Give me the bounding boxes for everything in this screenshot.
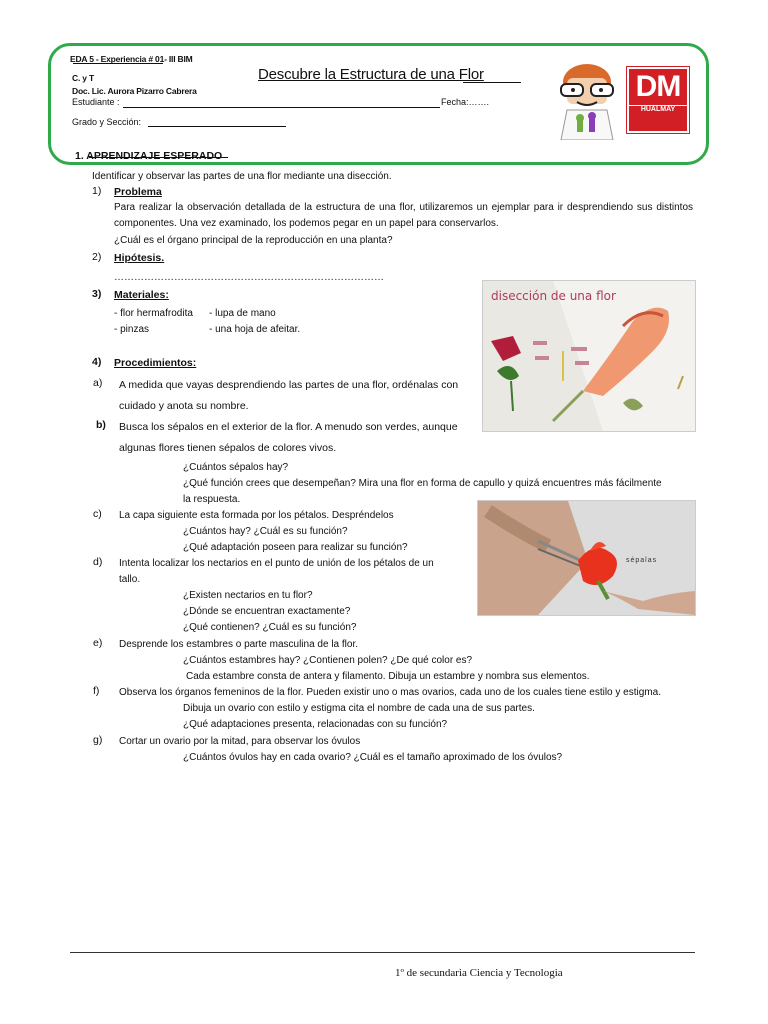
- problema-heading: Problema: [114, 186, 162, 198]
- problema-question: ¿Cuál es el órgano principal de la reproducción en una planta?: [114, 235, 393, 246]
- hipotesis-heading: Hipótesis.: [114, 252, 165, 264]
- step-letter: a): [93, 377, 103, 389]
- item-number: 1): [92, 185, 102, 197]
- page-title: Descubre la Estructura de una Flor: [258, 66, 484, 83]
- step-text: Observa los órganos femeninos de la flor. Pueden existir uno o mas ovarios, cada uno de los cuales tiene estilo y estigma.: [119, 687, 661, 698]
- material-item: - una hoja de afeitar.: [209, 324, 301, 335]
- step-question: ¿Qué función crees que desempeñan? Mira una flor en forma de capullo y quizá encuentres más fácilmente: [183, 478, 662, 489]
- hipotesis-answer-line[interactable]: ………………………………………………………………………: [114, 272, 384, 283]
- step-letter: f): [93, 685, 100, 697]
- step-question: Cada estambre consta de antera y filamento. Dibuja un estambre y nombra sus elementos.: [186, 671, 590, 682]
- material-item: - pinzas: [114, 324, 150, 335]
- step-question: ¿Qué adaptación poseen para realizar su función?: [183, 542, 408, 553]
- footer-divider: [70, 952, 695, 953]
- step-text: La capa siguiente esta formada por los pétalos. Despréndelos: [119, 510, 394, 521]
- step-question: la respuesta.: [183, 494, 241, 505]
- step-text: cuidado y anota su nombre.: [119, 400, 249, 412]
- course-label: C. y T: [72, 73, 94, 83]
- procedimientos-heading: Procedimientos:: [114, 357, 197, 369]
- photo-label: sépalas: [626, 557, 658, 564]
- step-letter: d): [93, 556, 103, 568]
- item-number: 2): [92, 251, 102, 263]
- logo-text: DM: [635, 70, 681, 103]
- scientist-mascot-image: [549, 60, 625, 140]
- grade-label: Grado y Sección:: [72, 117, 142, 127]
- school-logo: [627, 67, 689, 133]
- student-field[interactable]: [123, 107, 440, 108]
- step-letter: e): [93, 637, 103, 649]
- step-text: tallo.: [119, 574, 141, 585]
- date-label: Fecha:…….: [441, 97, 490, 107]
- student-label: Estudiante :: [72, 97, 120, 107]
- step-question: Dibuja un ovario con estilo y estigma cita el nombre de cada una de sus partes.: [183, 703, 535, 714]
- dissection-photo: [482, 280, 696, 432]
- grade-field[interactable]: [148, 126, 286, 127]
- step-question: ¿Cuántos estambres hay? ¿Contienen polen? ¿De qué color es?: [183, 655, 473, 666]
- step-text: Cortar un ovario por la mitad, para observar los óvulos: [119, 736, 361, 747]
- step-question: ¿Dónde se encuentran exactamente?: [183, 606, 351, 617]
- eda-label: EDA 5 - Experiencia # 01- III BIM: [70, 54, 193, 64]
- step-text: algunas flores tienen sépalos de colores vivos.: [119, 442, 337, 454]
- eda-underline: [73, 63, 163, 64]
- step-question: ¿Cuántos sépalos hay?: [183, 462, 289, 473]
- title-underline: [463, 82, 521, 83]
- step-text: Desprende los estambres o parte masculina de la flor.: [119, 639, 359, 650]
- step-question: ¿Cuántos óvulos hay en cada ovario? ¿Cuál es el tamaño aproximado de los óvulos?: [183, 752, 563, 763]
- item-number: 4): [92, 356, 102, 368]
- step-question: ¿Existen nectarios en tu flor?: [183, 590, 313, 601]
- step-letter: g): [93, 734, 103, 746]
- photo-caption: disección de una flor: [491, 289, 616, 303]
- step-text: Busca los sépalos en el exterior de la flor. A menudo son verdes, aunque: [119, 421, 458, 433]
- footer-text: 1º de secundaria Ciencia y Tecnologia: [395, 967, 563, 979]
- sepals-photo: [477, 500, 696, 616]
- material-item: - flor hermafrodita: [114, 308, 193, 319]
- step-text: A medida que vayas desprendiendo las partes de una flor, ordénalas con: [119, 379, 459, 391]
- section-heading-underline: [89, 157, 228, 158]
- step-question: ¿Qué adaptaciones presenta, relacionadas con su función?: [183, 719, 448, 730]
- teacher-label: Doc. Lic. Aurora Pizarro Cabrera: [72, 86, 197, 96]
- section-objective: Identificar y observar las partes de una flor mediante una disección.: [92, 171, 392, 182]
- section-heading: 1. APRENDIZAJE ESPERADO: [75, 150, 223, 162]
- step-text: Intenta localizar los nectarios en el punto de unión de los pétalos de un: [119, 558, 434, 569]
- step-question: ¿Qué contienen? ¿Cuál es su función?: [183, 622, 357, 633]
- step-question: ¿Cuántos hay? ¿Cuál es su función?: [183, 526, 348, 537]
- item-number: 3): [92, 288, 102, 300]
- logo-subtext: HUALMAY: [629, 105, 687, 113]
- step-letter: c): [93, 508, 102, 520]
- problema-text: Para realizar la observación detallada de la estructura de una flor, utilizaremos un ejemplar para ir desprendiendo sus distintos componentes. Una vez examinado, los podemos pegar en un papel para conservarlos.: [114, 202, 693, 230]
- step-letter: b): [96, 419, 106, 431]
- material-item: - lupa de mano: [209, 308, 276, 319]
- materiales-heading: Materiales:: [114, 289, 169, 301]
